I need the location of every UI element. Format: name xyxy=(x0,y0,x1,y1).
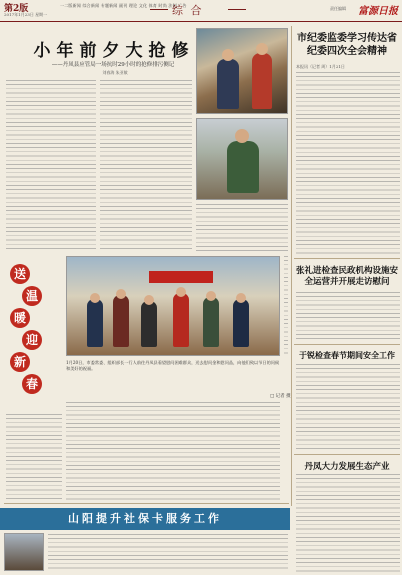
bottom-story-text xyxy=(48,534,288,572)
right-story-1-text xyxy=(296,72,400,254)
right-story-2-text xyxy=(296,292,400,342)
slogan-char: 暖 xyxy=(10,308,30,328)
main-byline: 刘春海 朱亚敏 xyxy=(102,70,128,75)
slogan-char: 春 xyxy=(22,374,42,394)
slogan-char: 新 xyxy=(10,352,30,372)
right-section-divider xyxy=(294,344,400,345)
masthead xyxy=(0,0,402,22)
column-divider xyxy=(291,26,292,506)
bottom-headline: 山阳提升社保卡服务工作 xyxy=(68,512,222,525)
paper-subtitle: 责任编辑 xyxy=(330,6,346,11)
page-number: 第2版 xyxy=(4,4,29,14)
right-byline-1: 本报讯（记者 周）1月21日 xyxy=(296,64,345,69)
right-story-4-text xyxy=(296,474,400,572)
rally-story-text xyxy=(66,402,280,500)
bottom-photo xyxy=(4,533,44,571)
right-headline-1: 市纪委监委学习传达省纪委四次全会精神 xyxy=(297,33,397,57)
slogan-char: 迎 xyxy=(22,330,42,350)
section-rule-right xyxy=(228,9,246,10)
date-line: 2017年1月23日 星期一 xyxy=(4,12,48,17)
vertical-caption xyxy=(284,256,288,356)
rally-caption: 1月20日，市委常委、组织部长一行人前往丹凤县看望慰问困难群众，送去慰问金和慰问品，向他们致以节日的问候和美好的祝福。 xyxy=(66,360,280,371)
nav-line: 一二版新闻 综合新闻 专题新闻 副刊 理论 文化 体育 时尚 法制 广告 xyxy=(60,3,187,8)
winter-photo xyxy=(196,118,288,200)
slogan-char: 送 xyxy=(10,264,30,284)
main-headline: 小年前夕大抢修 xyxy=(33,41,195,61)
right-headline-3: 于锐检查春节期间安全工作 xyxy=(299,350,395,360)
right-section-divider xyxy=(294,454,400,455)
main-story-text-col1 xyxy=(6,80,96,252)
main-story-text-col2 xyxy=(100,80,192,252)
right-story-3-text xyxy=(296,364,400,450)
left-story-text xyxy=(6,414,62,500)
section-title: 综 合 xyxy=(172,4,204,17)
right-headline-2: 张礼进检查民政机构设施安全运营并开展走访慰问 xyxy=(295,266,398,287)
section-rule-left xyxy=(150,9,168,10)
slogan-badge xyxy=(4,262,64,412)
slogan-char: 温 xyxy=(22,286,42,306)
right-section-divider xyxy=(294,258,400,259)
rally-photo xyxy=(66,256,280,356)
bottom-section-divider xyxy=(4,503,289,504)
rally-credit: □ 记者 摄 xyxy=(270,394,291,399)
market-photo xyxy=(196,28,288,114)
photo-side-text xyxy=(196,204,288,252)
right-headline-4: 丹凤大力发展生态产业 xyxy=(304,462,390,472)
main-subhead: ——丹凤县应管局一场抗时29小时的抢修排污侧记 xyxy=(51,62,175,68)
paper-name: 富源日报 xyxy=(358,6,398,17)
